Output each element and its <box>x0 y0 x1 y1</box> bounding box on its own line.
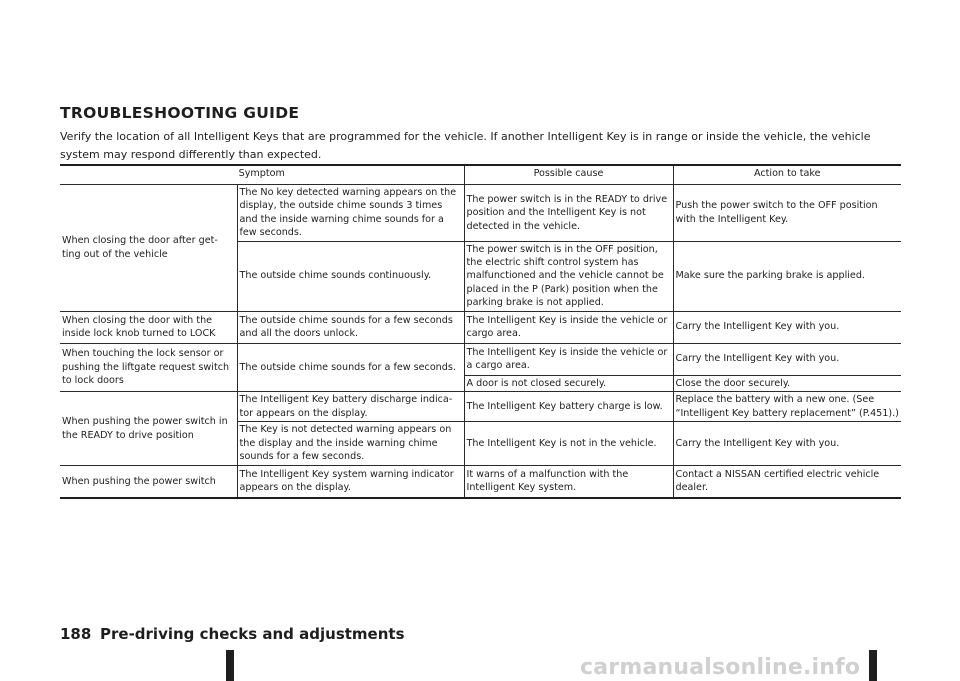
action-cell: Make sure the parking brake is applied. <box>673 241 901 311</box>
cause-detail-cell: The Intelligent Key battery charge is low. <box>464 392 673 422</box>
symptom-cell: When closing the door after get-ting out of the vehicle <box>60 185 237 312</box>
symptom-cell: When touching the lock sensor or pushing the liftgate request switch to lock doors <box>60 343 237 391</box>
cause-detail-cell: The power switch is in the OFF position, the electric shift control system has malfunctioned and the vehicle cannot be placed in the P (Park) position when the parking brake is not applied. <box>464 241 673 311</box>
table-header-row <box>60 165 901 185</box>
table-row <box>60 185 901 242</box>
section-title: TROUBLESHOOTING GUIDE <box>60 104 300 122</box>
table-row <box>60 466 901 498</box>
cause-detail-cell: It warns of a malfunction with the Intelligent Key system. <box>464 466 673 498</box>
possible-cause-cell: The outside chime sounds for a few seconds and all the doors unlock. <box>237 311 464 343</box>
watermark: carmanualsonline.info <box>580 655 861 680</box>
page-edge-bar <box>869 650 877 681</box>
action-cell: Contact a NISSAN certified electric vehicle dealer. <box>673 466 901 498</box>
page-edge-bar <box>226 650 234 681</box>
possible-cause-cell: The outside chime sounds continuously. <box>237 241 464 311</box>
action-cell: Close the door securely. <box>673 375 901 391</box>
troubleshooting-table <box>60 164 901 499</box>
header-possible-cause: Possible cause <box>464 165 673 185</box>
action-cell: Carry the Intelligent Key with you. <box>673 311 901 343</box>
possible-cause-cell: The Key is not detected warning appears on the display and the inside warning chime sounds for a few seconds. <box>237 422 464 466</box>
cause-detail-cell: The Intelligent Key is not in the vehicle. <box>464 422 673 466</box>
table-row <box>60 343 901 375</box>
table-row <box>60 311 901 343</box>
header-action: Action to take <box>673 165 901 185</box>
possible-cause-cell: The No key detected warning appears on the display, the outside chime sounds 3 times and the inside warning chime sounds for a few seconds. <box>237 185 464 242</box>
symptom-cell: When pushing the power switch in the READY to drive position <box>60 392 237 466</box>
table-row <box>60 392 901 422</box>
cause-detail-cell: A door is not closed securely. <box>464 375 673 391</box>
page-number: 188 <box>60 625 92 643</box>
cause-detail-cell: The power switch is in the READY to drive position and the Intelligent Key is not detected in the vehicle. <box>464 185 673 242</box>
possible-cause-cell: The outside chime sounds for a few seconds. <box>237 343 464 391</box>
cause-detail-cell: The Intelligent Key is inside the vehicle or cargo area. <box>464 311 673 343</box>
symptom-cell: When closing the door with the inside lock knob turned to LOCK <box>60 311 237 343</box>
action-cell: Push the power switch to the OFF position with the Intelligent Key. <box>673 185 901 242</box>
cause-detail-cell: The Intelligent Key is inside the vehicle or a cargo area. <box>464 343 673 375</box>
chapter-title: Pre-driving checks and adjustments <box>100 625 405 643</box>
header-symptom: Symptom <box>60 165 464 185</box>
action-cell: Replace the battery with a new one. (See “Intelligent Key battery replacement” (P.451).) <box>673 392 901 422</box>
action-cell: Carry the Intelligent Key with you. <box>673 422 901 466</box>
possible-cause-cell: The Intelligent Key system warning indicator appears on the display. <box>237 466 464 498</box>
action-cell: Carry the Intelligent Key with you. <box>673 343 901 375</box>
intro-paragraph: Verify the location of all Intelligent Keys that are programmed for the vehicle. If another Intelligent Key is in range or inside the vehicle, the vehicle system may respond differently than expected. <box>60 130 871 161</box>
possible-cause-cell: The Intelligent Key battery discharge indica-tor appears on the display. <box>237 392 464 422</box>
symptom-cell: When pushing the power switch <box>60 466 237 498</box>
